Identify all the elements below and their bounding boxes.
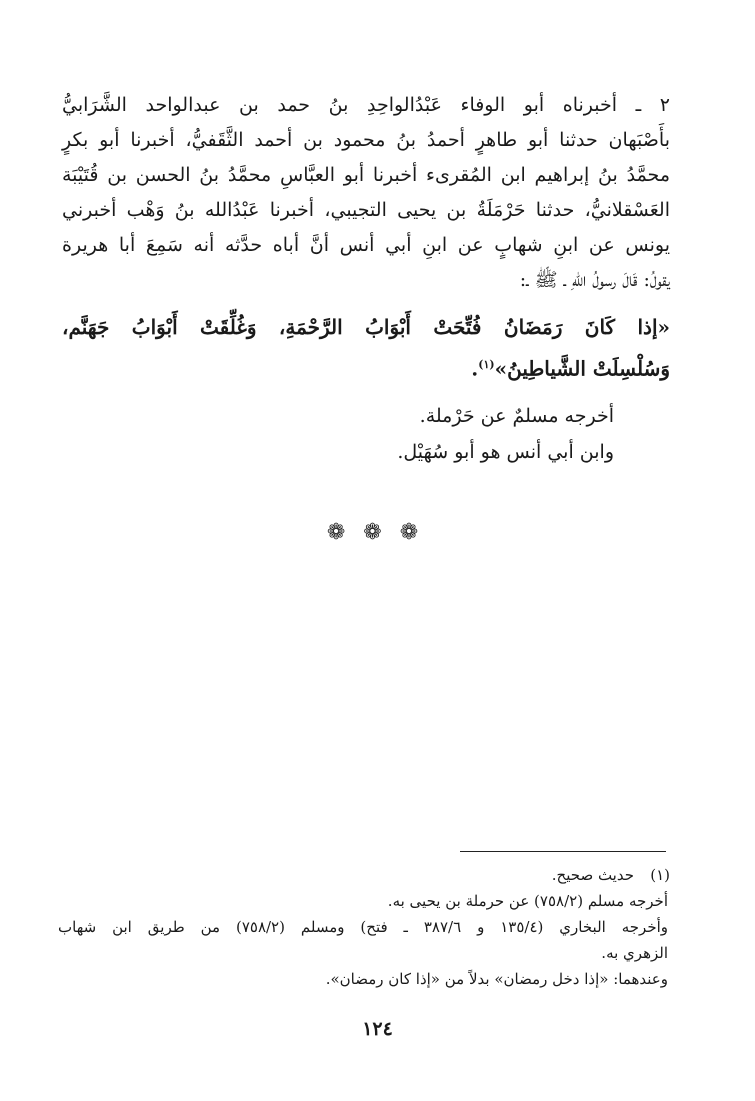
- flower-ornament-icon: ❁: [326, 520, 356, 545]
- footnote-line-3: وأخرجه البخاري (١٣٥/٤ و ٣٨٧/٦ ـ فتح) ومسلم (٧٥٨/٢) من طريق ابن شهاب: [58, 918, 668, 936]
- footnote-reference: (١): [478, 358, 495, 371]
- footnote-1: [58, 862, 670, 888]
- isnad-line-2: بأَصْبَهان حدثنا أبو طاهرٍ أحمدُ بنُ محمود بن أحمد الثَّقَفيُّ، أخبرنا أبو بكرٍ: [62, 129, 670, 151]
- spacer: [62, 388, 670, 398]
- isnad-line-1: ٢ ـ أخبرناه أبو الوفاء عَبْدُالواحِدِ بنُ حمد بن عبدالواحد الشَّرَابيُّ: [62, 94, 670, 116]
- isnad-line-3: محمَّدُ بنُ إبراهيم ابن المُقرىء أخبرنا أبو العبَّاسِ محمَّدُ بنُ الحسن بن قُتَيْبَة: [62, 164, 670, 186]
- commentary-line-2: وابن أبي أنس هو أبو سُهَيْل.: [397, 440, 614, 463]
- hadith-text-line-1: «إذا كَانَ رَمَضَانُ فُتِّحَتْ أَبْوَابُ الرَّحْمَةِ، وَغُلِّقَتْ أَبْوَابُ جَهَنَّم،: [62, 315, 670, 339]
- hadith-period: .: [471, 356, 479, 381]
- hadith-text-line-2: [62, 346, 670, 388]
- isnad-line-4: العَسْقلانيُّ، حدثنا حَرْمَلَةُ بن يحيى التجيبي، أخبرنا عَبْدُالله بنُ وَهْب أخبرني: [62, 199, 670, 221]
- main-text: [62, 88, 670, 470]
- flower-ornament-icon: ❁: [399, 520, 429, 545]
- isnad-line-5: يونس عن ابنِ شهابٍ عن ابنِ أبي أنس أنَّ أباه حدَّثه أنه سَمِعَ أبا هريرة: [62, 234, 670, 256]
- section-divider-ornaments: [0, 520, 755, 545]
- footnote-line-4: الزهري به.: [601, 944, 668, 962]
- page-number: ١٢٤: [362, 1018, 393, 1040]
- isnad-line-6: يقولُ: قَالَ رسولُ اللهِ ـ ﷺ ـ:: [519, 269, 670, 291]
- footnote-line-5: وعندهما: «إذا دخل رمضان» بدلاً من «إذا كان رمضان».: [325, 970, 668, 988]
- footnote-number: (١): [650, 866, 670, 884]
- footnote-line-2: أخرجه مسلم (٧٥٨/٢) عن حرملة بن يحيى به.: [387, 892, 668, 910]
- footnote-1-text: حديث صحيح.: [551, 866, 634, 884]
- footnote-separator: [460, 851, 666, 852]
- commentary-line-1: أخرجه مسلمٌ عن حَرْملة.: [419, 404, 614, 427]
- footnotes: [58, 862, 670, 992]
- spacer: [62, 298, 670, 308]
- hadith-text-end: وَسُلْسِلَتْ الشَّياطِينُ»: [494, 356, 670, 381]
- flower-ornament-icon: ❁: [363, 520, 392, 545]
